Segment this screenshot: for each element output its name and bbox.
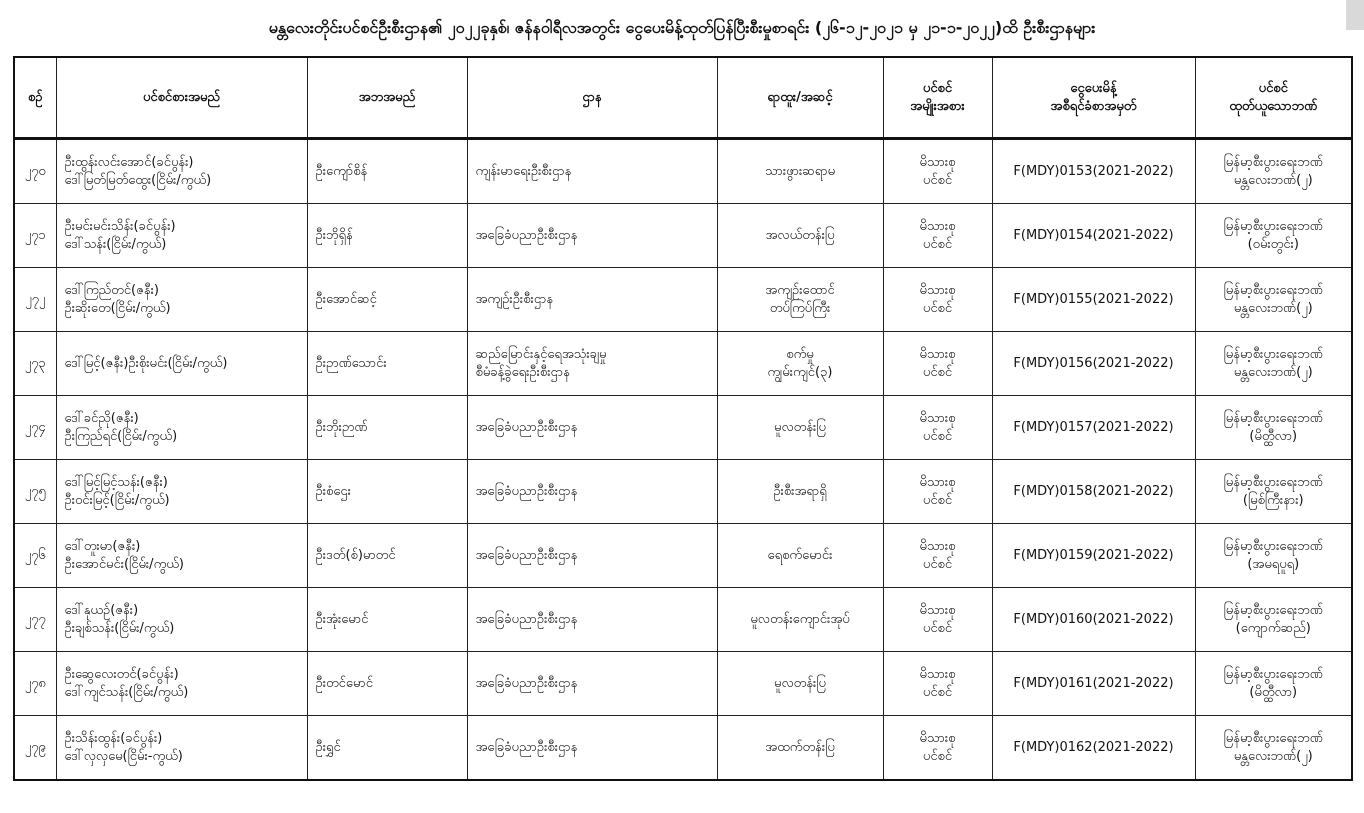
cell-father-name-text: ဦးဘိုရှိန် bbox=[315, 227, 353, 243]
cell-no-text: ၂၇၉ bbox=[24, 739, 46, 755]
cell-no bbox=[14, 332, 56, 396]
cell-no bbox=[14, 460, 56, 524]
header-rank-text: ရာထူး/အဆင့် bbox=[767, 89, 833, 105]
cell-father-name-text: ဦးအုံးမောင် bbox=[315, 611, 369, 627]
cell-no-text: ၂၇၄ bbox=[24, 419, 46, 435]
cell-department bbox=[467, 268, 717, 332]
cell-pensioner-name bbox=[56, 396, 307, 460]
cell-father-name-text: ဦးအောင်ဆင့် bbox=[315, 291, 377, 307]
header-pensioner-name bbox=[56, 57, 307, 139]
cell-bank bbox=[1195, 652, 1352, 716]
cell-report-number-text: F(MDY)0153(2021-2022) bbox=[1013, 163, 1174, 179]
cell-rank-text: တပ်ကြပ်ကြီး bbox=[769, 300, 831, 316]
header-no-text: စဉ် bbox=[27, 89, 43, 105]
cell-pensioner-name-text: ဦးဆွေလေးတင်(ခင်ပွန်း) bbox=[64, 666, 179, 682]
cell-report-number-text: F(MDY)0162(2021-2022) bbox=[1013, 739, 1174, 755]
cell-father-name bbox=[307, 332, 467, 396]
cell-rank bbox=[717, 268, 883, 332]
cell-report-number bbox=[992, 332, 1195, 396]
cell-bank-text: မြန်မာ့စီးပွားရေးဘဏ် bbox=[1223, 410, 1323, 426]
cell-father-name bbox=[307, 396, 467, 460]
cell-bank-text: မန္တလေးဘဏ်(၂) bbox=[1233, 172, 1313, 188]
cell-department-text: စီမံခန့်ခွဲရေးဦးစီးဌာန bbox=[475, 364, 570, 380]
table-row bbox=[14, 139, 1352, 204]
cell-rank-text: ရေစက်မောင်း bbox=[767, 547, 833, 563]
cell-department-text: အခြေခံပညာဦးစီးဌာန bbox=[475, 739, 578, 755]
header-rank bbox=[717, 57, 883, 139]
cell-rank-text: အထက်တန်းပြ bbox=[765, 739, 835, 755]
cell-department-text: အခြေခံပညာဦးစီးဌာန bbox=[475, 227, 578, 243]
cell-pensioner-name bbox=[56, 524, 307, 588]
cell-rank bbox=[717, 460, 883, 524]
cell-pension-type-text: မိသားစု bbox=[919, 730, 956, 746]
cell-rank bbox=[717, 139, 883, 204]
cell-department bbox=[467, 332, 717, 396]
cell-report-number-text: F(MDY)0161(2021-2022) bbox=[1013, 675, 1174, 691]
cell-pension-type bbox=[883, 460, 992, 524]
cell-pension-type-text: ပင်စင် bbox=[922, 172, 953, 188]
table-row bbox=[14, 204, 1352, 268]
cell-father-name bbox=[307, 268, 467, 332]
header-bank-text: ထုတ်ယူသောဘဏ် bbox=[1229, 98, 1318, 114]
cell-bank-text: မြန်မာ့စီးပွားရေးဘဏ် bbox=[1223, 282, 1323, 298]
cell-rank bbox=[717, 588, 883, 652]
cell-department-text: အခြေခံပညာဦးစီးဌာန bbox=[475, 483, 578, 499]
cell-no-text: ၂၇၆ bbox=[24, 547, 46, 563]
cell-department bbox=[467, 716, 717, 781]
cell-father-name bbox=[307, 204, 467, 268]
header-department-text: ဌာန bbox=[582, 89, 602, 105]
header-report-number bbox=[992, 57, 1195, 139]
cell-pensioner-name bbox=[56, 652, 307, 716]
cell-department-text: အခြေခံပညာဦးစီးဌာန bbox=[475, 547, 578, 563]
header-father-name-text: အဘအမည် bbox=[358, 89, 416, 105]
cell-father-name-text: ဦးဒတ်(စ်)မာတင် bbox=[315, 547, 396, 563]
cell-pensioner-name-text: ဦးသိန်းထွန်း(ခင်ပွန်း) bbox=[64, 730, 163, 746]
cell-pension-type-text: ပင်စင် bbox=[922, 300, 953, 316]
cell-father-name-text: ဦးစံဌေး bbox=[315, 483, 351, 499]
cell-pensioner-name bbox=[56, 204, 307, 268]
cell-pensioner-name-text: ဒေါ်နုယဉ်(ဇနီး) bbox=[64, 602, 139, 618]
cell-father-name bbox=[307, 716, 467, 781]
cell-no bbox=[14, 588, 56, 652]
cell-bank-text: (ဝမ်းတွင်း) bbox=[1247, 236, 1299, 252]
cell-pensioner-name-text: ဒေါ်မြင့်မြင့်သန်း(ဇနီး) bbox=[64, 474, 168, 490]
cell-department-text: ဆည်မြောင်းနှင့်ရေအသုံးချမှု bbox=[475, 346, 607, 362]
cell-bank-text: မြန်မာ့စီးပွားရေးဘဏ် bbox=[1223, 346, 1323, 362]
cell-father-name bbox=[307, 524, 467, 588]
cell-pension-type bbox=[883, 268, 992, 332]
cell-pension-type bbox=[883, 588, 992, 652]
cell-pensioner-name-text: ဦးမင်းမင်းသိန်း(ခင်ပွန်း) bbox=[64, 218, 176, 234]
cell-report-number-text: F(MDY)0159(2021-2022) bbox=[1013, 547, 1174, 563]
cell-no-text: ၂၇၂ bbox=[25, 291, 46, 307]
cell-bank bbox=[1195, 139, 1352, 204]
cell-father-name bbox=[307, 460, 467, 524]
cell-report-number bbox=[992, 716, 1195, 781]
cell-rank-text: အလယ်တန်းပြ bbox=[765, 227, 835, 243]
cell-bank-text: မြန်မာ့စီးပွားရေးဘဏ် bbox=[1223, 474, 1323, 490]
header-report-number-text: ငွေပေးမိန့် bbox=[1070, 80, 1117, 96]
cell-report-number bbox=[992, 139, 1195, 204]
cell-department bbox=[467, 652, 717, 716]
header-father-name bbox=[307, 57, 467, 139]
cell-bank-text: (မြစ်ကြီးနား) bbox=[1242, 492, 1304, 508]
cell-bank-text: မြန်မာ့စီးပွားရေးဘဏ် bbox=[1223, 730, 1323, 746]
cell-no bbox=[14, 268, 56, 332]
cell-pension-type-text: မိသားစု bbox=[919, 282, 956, 298]
cell-pension-type bbox=[883, 204, 992, 268]
cell-pension-type-text: မိသားစု bbox=[919, 218, 956, 234]
cell-department bbox=[467, 204, 717, 268]
cell-pension-type-text: မိသားစု bbox=[919, 154, 956, 170]
cell-bank-text: (မိတ္ထီလာ) bbox=[1249, 428, 1298, 444]
cell-pensioner-name bbox=[56, 460, 307, 524]
cell-pension-type-text: ပင်စင် bbox=[922, 364, 953, 380]
cell-no-text: ၂၇၁ bbox=[24, 227, 46, 243]
cell-pensioner-name-text: ဒေါ်သန်း(ငြိမ်း/ကွယ်) bbox=[64, 236, 167, 252]
cell-pensioner-name bbox=[56, 268, 307, 332]
pension-table bbox=[13, 56, 1353, 781]
scroll-indicator bbox=[1346, 0, 1364, 30]
cell-bank bbox=[1195, 204, 1352, 268]
cell-rank-text: ကျွမ်းကျင်(၃) bbox=[767, 364, 833, 380]
cell-pensioner-name-text: ဒေါ်လှလှမေ(ငြိမ်း-ကွယ်) bbox=[64, 748, 183, 764]
cell-no-text: ၂၇၅ bbox=[24, 483, 46, 499]
cell-bank-text: မန္တလေးဘဏ်(၂) bbox=[1233, 364, 1313, 380]
cell-rank bbox=[717, 332, 883, 396]
header-pension-type-text: အမျိုးအစား bbox=[910, 98, 965, 114]
cell-pensioner-name-text: ဒေါ်ခင်ညို(ဇနီး) bbox=[64, 410, 139, 426]
cell-pensioner-name bbox=[56, 716, 307, 781]
header-pension-type-text: ပင်စင် bbox=[922, 80, 953, 96]
cell-father-name bbox=[307, 139, 467, 204]
cell-father-name-text: ဦးရွှင် bbox=[315, 739, 341, 755]
cell-pension-type-text: ပင်စင် bbox=[922, 748, 953, 764]
cell-department-text: အခြေခံပညာဦးစီးဌာန bbox=[475, 675, 578, 691]
cell-department bbox=[467, 460, 717, 524]
cell-report-number bbox=[992, 396, 1195, 460]
cell-pensioner-name bbox=[56, 332, 307, 396]
cell-pension-type bbox=[883, 396, 992, 460]
cell-pension-type-text: မိသားစု bbox=[919, 602, 956, 618]
cell-pension-type bbox=[883, 652, 992, 716]
cell-department-text: အခြေခံပညာဦးစီးဌာန bbox=[475, 419, 578, 435]
cell-bank-text: (အမရပူရ) bbox=[1247, 556, 1300, 572]
cell-pensioner-name-text: ဒေါ်တူးမာ(ဇနီး) bbox=[64, 538, 141, 554]
cell-pension-type bbox=[883, 716, 992, 781]
table-row bbox=[14, 652, 1352, 716]
cell-pension-type-text: မိသားစု bbox=[919, 538, 956, 554]
cell-department bbox=[467, 524, 717, 588]
cell-rank-text: မူလတန်းပြ bbox=[774, 419, 826, 435]
cell-report-number bbox=[992, 268, 1195, 332]
cell-report-number bbox=[992, 588, 1195, 652]
cell-bank bbox=[1195, 332, 1352, 396]
cell-pensioner-name-text: ဦးအောင်မင်း(ငြိမ်း/ကွယ်) bbox=[64, 556, 184, 572]
cell-report-number bbox=[992, 460, 1195, 524]
cell-pensioner-name-text: ဦးဆိုးတေ(ငြိမ်း/ကွယ်) bbox=[64, 300, 171, 316]
cell-pensioner-name bbox=[56, 588, 307, 652]
header-pensioner-name-text: ပင်စင်စားအမည် bbox=[142, 89, 221, 105]
table-row bbox=[14, 268, 1352, 332]
document-title: မန္တလေးတိုင်းပင်စင်ဦးစီးဌာန၏ ၂၀၂၂ခုနှစ်၊ ဇန်နဝါရီလအတွင်း ငွေပေးမိန့်ထုတ်ပြန်ပြီးစီးမှုစာရင်း (၂၆-၁၂-၂၀၂၁ မှ ၂၁-၁-၂၀၂၂)ထိ ဦးစီးဌာနများ bbox=[268, 18, 1096, 37]
cell-no bbox=[14, 204, 56, 268]
cell-bank-text: မြန်မာ့စီးပွားရေးဘဏ် bbox=[1223, 538, 1323, 554]
cell-bank-text: မြန်မာ့စီးပွားရေးဘဏ် bbox=[1223, 666, 1323, 682]
cell-father-name-text: ဦးဘိုးဉာဏ် bbox=[315, 419, 368, 435]
cell-rank-text: မူလတန်းပြ bbox=[774, 675, 826, 691]
table-row bbox=[14, 460, 1352, 524]
cell-pensioner-name-text: ဦးဝင်းမြင့်(ငြိမ်း/ကွယ်) bbox=[64, 492, 170, 508]
cell-report-number bbox=[992, 204, 1195, 268]
cell-rank-text: သားဖွားဆရာမ bbox=[764, 163, 836, 179]
cell-father-name bbox=[307, 588, 467, 652]
header-bank-text: ပင်စင် bbox=[1258, 80, 1288, 96]
cell-report-number bbox=[992, 652, 1195, 716]
table-row bbox=[14, 524, 1352, 588]
table-row bbox=[14, 332, 1352, 396]
cell-bank-text: မြန်မာ့စီးပွားရေးဘဏ် bbox=[1223, 602, 1323, 618]
cell-bank bbox=[1195, 524, 1352, 588]
cell-pension-type bbox=[883, 524, 992, 588]
table-body bbox=[14, 139, 1352, 781]
cell-bank-text: (ကျောက်ဆည်) bbox=[1235, 620, 1311, 636]
cell-no bbox=[14, 524, 56, 588]
cell-department bbox=[467, 396, 717, 460]
cell-rank-text: မူလတန်းကျောင်းအုပ် bbox=[750, 611, 850, 627]
cell-rank bbox=[717, 396, 883, 460]
cell-rank bbox=[717, 652, 883, 716]
cell-report-number-text: F(MDY)0156(2021-2022) bbox=[1013, 355, 1174, 371]
cell-pensioner-name-text: ဒေါ်မြင့်(ဇနီး)ဦးစိုးမင်း(ငြိမ်း/ကွယ်) bbox=[64, 355, 228, 371]
cell-department-text: အကျဉ်းဦးစီးဌာန bbox=[475, 291, 554, 307]
cell-bank-text: (မိတ္ထီလာ) bbox=[1249, 684, 1298, 700]
cell-bank-text: မန္တလေးဘဏ်(၂) bbox=[1233, 300, 1313, 316]
cell-father-name-text: ဦးဉာဏ်သောင်း bbox=[315, 355, 387, 371]
cell-pensioner-name-text: ဦးကြည်ရင်(ငြိမ်း/ကွယ်) bbox=[64, 428, 178, 444]
cell-pensioner-name-text: ဦးထွန်းလင်းအောင်(ခင်ပွန်း) bbox=[64, 154, 194, 170]
cell-bank bbox=[1195, 268, 1352, 332]
cell-pension-type-text: မိသားစု bbox=[919, 666, 956, 682]
cell-report-number-text: F(MDY)0154(2021-2022) bbox=[1013, 227, 1174, 243]
header-bank bbox=[1195, 57, 1352, 139]
cell-pensioner-name-text: ဒေါ်ကျင်သန်း(ငြိမ်း/ကွယ်) bbox=[64, 684, 189, 700]
cell-pensioner-name bbox=[56, 139, 307, 204]
cell-report-number-text: F(MDY)0158(2021-2022) bbox=[1013, 483, 1174, 499]
cell-pension-type bbox=[883, 332, 992, 396]
cell-pension-type-text: ပင်စင် bbox=[922, 428, 953, 444]
cell-department-text: အခြေခံပညာဦးစီးဌာန bbox=[475, 611, 578, 627]
header-pension-type bbox=[883, 57, 992, 139]
header-report-number-text: အစီရင်ခံစာအမှတ် bbox=[1050, 98, 1137, 114]
cell-pensioner-name-text: ဒေါ်မြတ်မြတ်ထွေး(ငြိမ်း/ကွယ်) bbox=[64, 172, 212, 188]
cell-bank-text: မန္တလေးဘဏ်(၂) bbox=[1233, 748, 1313, 764]
header-department bbox=[467, 57, 717, 139]
cell-pension-type-text: မိသားစု bbox=[919, 474, 956, 490]
cell-report-number-text: F(MDY)0155(2021-2022) bbox=[1013, 291, 1174, 307]
cell-no-text: ၂၇၇ bbox=[24, 611, 46, 627]
cell-rank bbox=[717, 524, 883, 588]
cell-father-name-text: ဦးတင်မောင် bbox=[315, 675, 373, 691]
cell-rank-text: အကျဉ်းထောင် bbox=[765, 282, 835, 298]
table-header-row bbox=[14, 57, 1352, 139]
cell-no bbox=[14, 716, 56, 781]
cell-pension-type-text: မိသားစု bbox=[919, 346, 956, 362]
cell-no-text: ၂၇၈ bbox=[24, 675, 46, 691]
cell-rank bbox=[717, 204, 883, 268]
cell-bank bbox=[1195, 588, 1352, 652]
cell-no-text: ၂၇၃ bbox=[24, 355, 46, 371]
cell-father-name bbox=[307, 652, 467, 716]
cell-rank-text: စက်မှု bbox=[786, 346, 814, 362]
cell-pension-type bbox=[883, 139, 992, 204]
cell-no bbox=[14, 652, 56, 716]
table-row bbox=[14, 396, 1352, 460]
table-row bbox=[14, 716, 1352, 781]
table-row bbox=[14, 588, 1352, 652]
cell-report-number-text: F(MDY)0157(2021-2022) bbox=[1013, 419, 1174, 435]
cell-pensioner-name-text: ဦးချစ်သန်း(ငြိမ်း/ကွယ်) bbox=[64, 620, 175, 636]
cell-bank bbox=[1195, 460, 1352, 524]
cell-rank bbox=[717, 716, 883, 781]
cell-pensioner-name-text: ဒေါ်ကြည်တင်(ဇနီး) bbox=[64, 282, 159, 298]
cell-pension-type-text: ပင်စင် bbox=[922, 556, 953, 572]
cell-bank-text: မြန်မာ့စီးပွားရေးဘဏ် bbox=[1223, 154, 1323, 170]
cell-bank bbox=[1195, 396, 1352, 460]
header-no bbox=[14, 57, 56, 139]
cell-father-name-text: ဦးကျော်စိန် bbox=[315, 163, 368, 179]
cell-pension-type-text: မိသားစု bbox=[919, 410, 956, 426]
cell-pension-type-text: ပင်စင် bbox=[922, 492, 953, 508]
cell-pension-type-text: ပင်စင် bbox=[922, 236, 953, 252]
cell-department bbox=[467, 139, 717, 204]
cell-no bbox=[14, 396, 56, 460]
cell-no bbox=[14, 139, 56, 204]
cell-report-number-text: F(MDY)0160(2021-2022) bbox=[1013, 611, 1174, 627]
cell-department bbox=[467, 588, 717, 652]
cell-no-text: ၂၇၀ bbox=[24, 163, 46, 179]
cell-rank-text: ဦးစီးအရာရှိ bbox=[773, 483, 827, 499]
cell-pension-type-text: ပင်စင် bbox=[922, 684, 953, 700]
cell-bank-text: မြန်မာ့စီးပွားရေးဘဏ် bbox=[1223, 218, 1323, 234]
cell-pension-type-text: ပင်စင် bbox=[922, 620, 953, 636]
cell-report-number bbox=[992, 524, 1195, 588]
cell-bank bbox=[1195, 716, 1352, 781]
cell-department-text: ကျန်းမာရေးဦးစီးဌာန bbox=[475, 163, 572, 179]
